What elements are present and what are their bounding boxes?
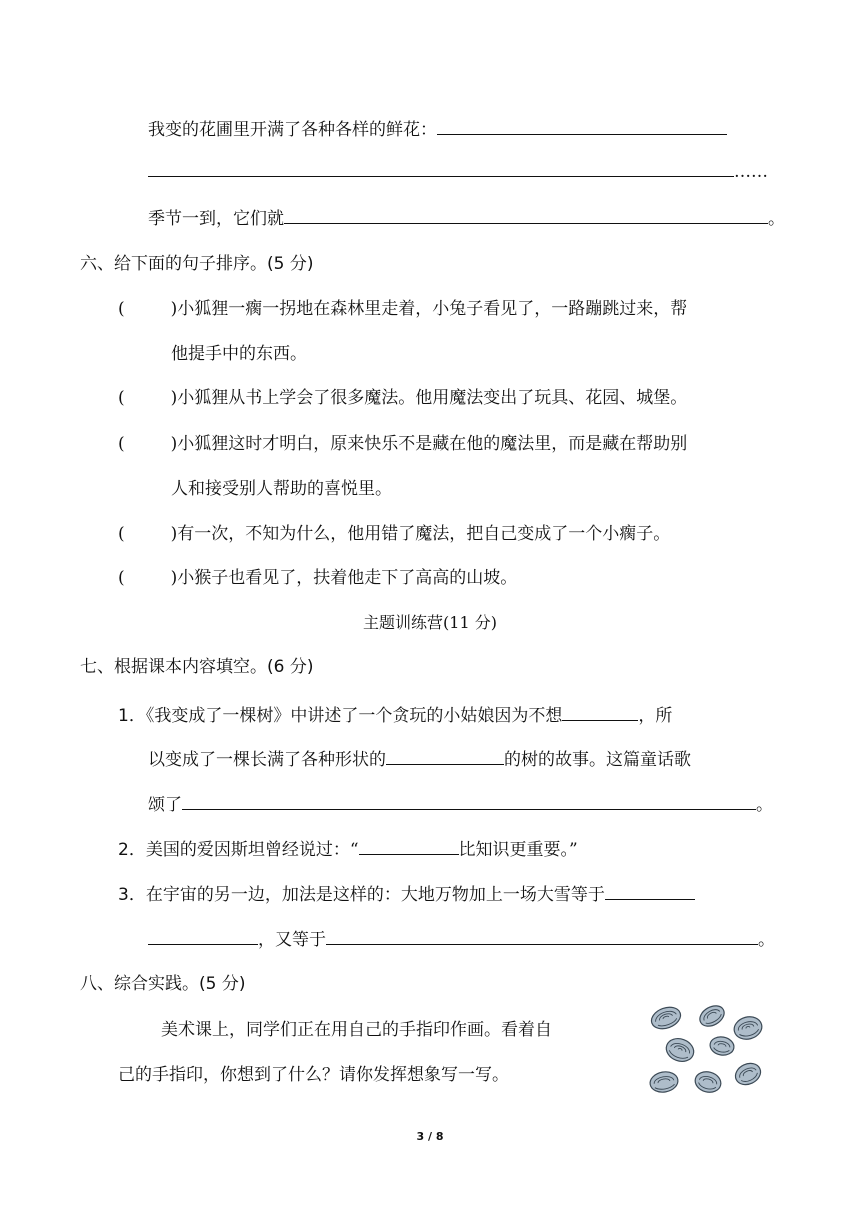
bracket-close: ) [170,388,178,408]
fingerprint-icon [648,1070,679,1095]
bracket-open: ( [118,299,125,319]
q1-text-e: 颂了 [148,795,182,815]
part5-line3 [148,205,785,231]
part8-heading: 八、综合实践。(5 分) [80,974,246,994]
order-item-1 [118,297,687,321]
ellipsis-text: …… [734,162,768,182]
question-number: 3． [118,885,146,905]
question-number: 2． [118,840,146,860]
q1-text-a: 《我变成了一棵树》中讲述了一个贪玩的小姑娘因为不想 [145,706,563,726]
part7-heading: 七、根据课本内容填空。(6 分) [80,657,314,677]
q1-text-b: ，所 [638,706,673,726]
part5-text-season: 季节一到，它们就 [148,209,284,229]
q3-text-a: 在宇宙的另一边，加法是这样的：大地万物加上一场大雪等于 [145,885,605,905]
order-item-1-cont: 他提手中的东西。 [171,344,307,364]
fingerprint-icon [732,1059,764,1088]
part5-line1 [148,116,727,142]
answer-blank[interactable] [562,702,638,721]
answer-blank[interactable] [605,881,695,900]
q3-text-b: ，又等于 [258,930,326,950]
part5-text-flowers: 我变的花圃里开满了各种各样的鲜花： [148,120,437,140]
fingerprint-icon [732,1014,765,1042]
bracket-open: ( [118,388,125,408]
fingerprint-icon [709,1035,736,1057]
answer-blank[interactable] [148,158,734,177]
order-item-text: 小猴子也看见了，扶着他走下了高高的山坡。 [177,568,518,588]
part8-line1: 美术课上，同学们正在用自己的手指印作画。看着自 [161,1020,552,1040]
answer-blank[interactable] [386,746,504,765]
q3-line2 [148,926,775,952]
bracket-open: ( [118,434,125,454]
part6-heading: 六、给下面的句子排序。(5 分) [80,254,314,274]
answer-blank[interactable] [148,926,258,945]
bracket-close: ) [170,524,178,544]
order-item-text: 小狐狸一瘸一拐地在森林里走着，小兔子看见了，一路蹦跳过来，帮 [177,299,688,319]
order-item-3 [118,432,687,456]
q2-line [118,836,578,862]
part5-line2 [148,158,768,184]
part8-line2: 己的手指印，你想到了什么？请你发挥想象写一写。 [118,1065,509,1085]
fingerprint-icon [648,1003,683,1032]
bracket-open: ( [118,524,125,544]
q2-text-b: 比知识更重要。” [458,840,578,860]
period: 。 [756,795,773,815]
fingerprint-icon [663,1035,697,1065]
order-item-text: 有一次，不知为什么，他用错了魔法，把自己变成了一个小瘸子。 [177,524,671,544]
bracket-open: ( [118,568,125,588]
order-item-text: 小狐狸这时才明白，原来快乐不是藏在他的魔法里，而是藏在帮助别 [177,434,688,454]
order-item-5 [118,566,517,590]
q3-line1 [118,881,695,907]
q1-text-c: 以变成了一棵长满了各种形状的 [148,750,386,770]
q1-line3 [148,791,773,817]
bracket-close: ) [170,299,178,319]
answer-blank[interactable] [359,836,459,855]
question-number: 1． [118,706,146,726]
bracket-close: ) [170,434,178,454]
period: 。 [768,209,785,229]
answer-blank[interactable] [182,791,756,810]
q2-text-a: 美国的爱因斯坦曾经说过：“ [145,840,359,860]
order-item-text: 小狐狸从书上学会了很多魔法。他用魔法变出了玩具、花园、城堡。 [177,388,688,408]
order-item-2 [118,386,687,410]
q1-text-d: 的树的故事。这篇童话歌 [504,750,691,770]
fingerprint-illustration [646,1002,770,1098]
answer-blank[interactable] [326,926,758,945]
bracket-close: ) [170,568,178,588]
q1-line1 [118,702,672,728]
page-number: 3 / 8 [416,1130,444,1143]
order-item-4 [118,522,670,546]
fingerprint-icon [693,1069,723,1095]
period: 。 [758,930,775,950]
fingerprint-icon [696,1002,728,1030]
order-item-3-cont: 人和接受别人帮助的喜悦里。 [171,479,392,499]
answer-blank[interactable] [437,116,727,135]
q1-line2 [148,746,691,772]
answer-blank[interactable] [284,205,768,224]
section-title: 主题训练营(11 分) [363,613,497,632]
